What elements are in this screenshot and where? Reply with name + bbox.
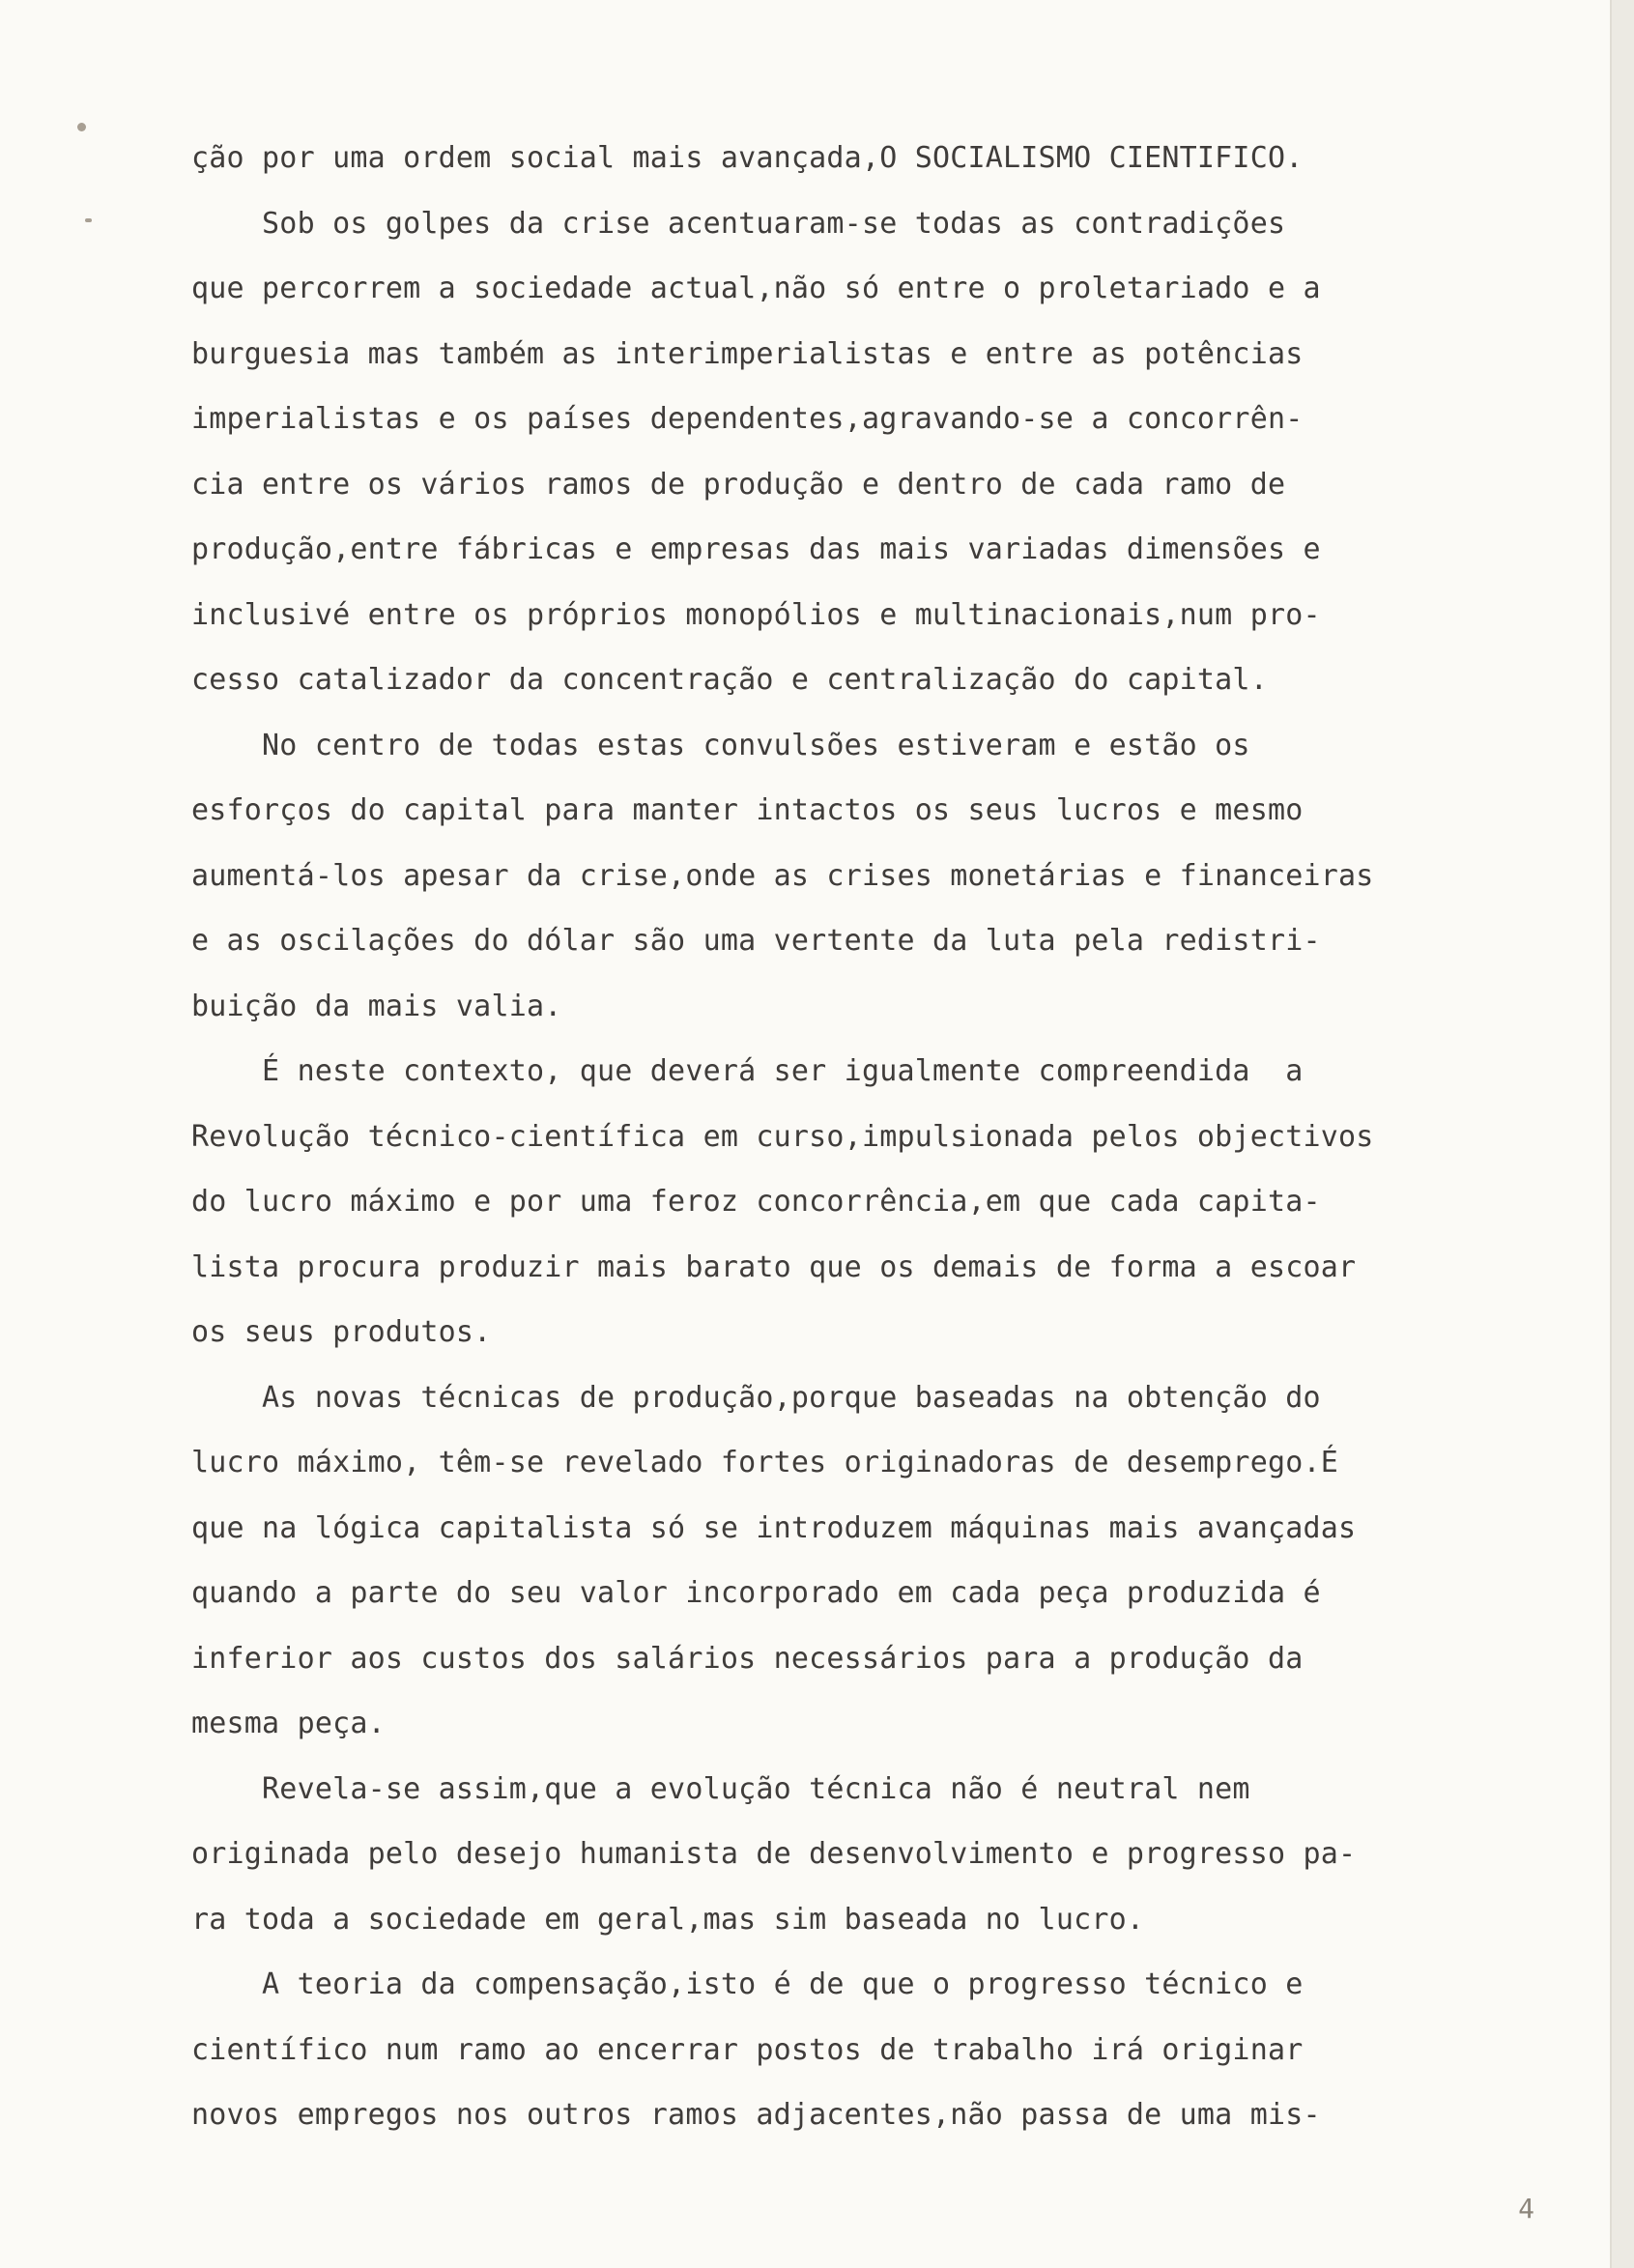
typewritten-text [191,126,1539,2148]
text-line: produção,entre fábricas e empresas das mais variadas dimensões e [191,532,1321,566]
text-line: os seus produtos. [191,1315,492,1349]
scan-edge [1612,0,1634,2268]
text-line: que na lógica capitalista só se introduzem máquinas mais avançadas [191,1510,1357,1545]
text-line: ra toda a sociedade em geral,mas sim baseada no lucro. [191,1902,1145,1937]
text-line: do lucro máximo e por uma feroz concorrência,em que cada capita- [191,1185,1321,1219]
text-line: Revolução técnico-científica em curso,impulsionada pelos objectivos [191,1119,1374,1154]
text-line: novos empregos nos outros ramos adjacentes,não passa de uma mis- [191,2098,1321,2132]
text-line: científico num ramo ao encerrar postos de trabalho irá originar [191,2032,1304,2067]
text-line: É neste contexto, que deverá ser igualmente compreendida a [191,1054,1304,1088]
text-line: Revela-se assim,que a evolução técnica não é neutral nem [191,1771,1250,1806]
text-line: que percorrem a sociedade actual,não só entre o proletariado e a [191,272,1321,305]
text-line: esforços do capital para manter intactos os seus lucros e mesmo [191,793,1304,827]
text-line: aumentá-los apesar da crise,onde as crises monetárias e financeiras [191,858,1374,893]
text-line: mesma peça. [191,1707,386,1740]
text-line: cia entre os vários ramos de produção e dentro de cada ramo de [191,467,1286,502]
scan-mark [85,218,92,222]
text-line: buição da mais valia. [191,989,562,1023]
text-line: Sob os golpes da crise acentuaram-se todas as contradições [191,206,1286,241]
text-line: lista procura produzir mais barato que os demais de forma a escoar [191,1249,1357,1284]
text-line: A teoria da compensação,isto é de que o progresso técnico e [191,1967,1304,2001]
text-line: inclusivé entre os próprios monopólios e multinacionais,num pro- [191,597,1321,632]
text-line: cesso catalizador da concentração e centralização do capital. [191,663,1268,697]
scan-mark [77,123,86,131]
text-line: burguesia mas também as interimperialistas e entre as potências [191,336,1304,371]
text-line: originada pelo desejo humanista de desenvolvimento e progresso pa- [191,1837,1357,1871]
page-number: 4 [1518,2193,1534,2225]
text-line: inferior aos custos dos salários necessários para a produção da [191,1641,1304,1676]
text-line: ção por uma ordem social mais avançada,O SOCIALISMO CIENTIFICO. [191,141,1304,175]
text-line: quando a parte do seu valor incorporado em cada peça produzida é [191,1576,1321,1610]
text-line: lucro máximo, têm-se revelado fortes originadoras de desemprego.É [191,1446,1338,1479]
text-line: No centro de todas estas convulsões estiveram e estão os [191,728,1250,762]
text-line: As novas técnicas de produção,porque baseadas na obtenção do [191,1380,1321,1415]
text-line: e as oscilações do dólar são uma vertente da luta pela redistri- [191,924,1321,958]
text-line: imperialistas e os países dependentes,agravando-se a concorrên- [191,402,1304,436]
